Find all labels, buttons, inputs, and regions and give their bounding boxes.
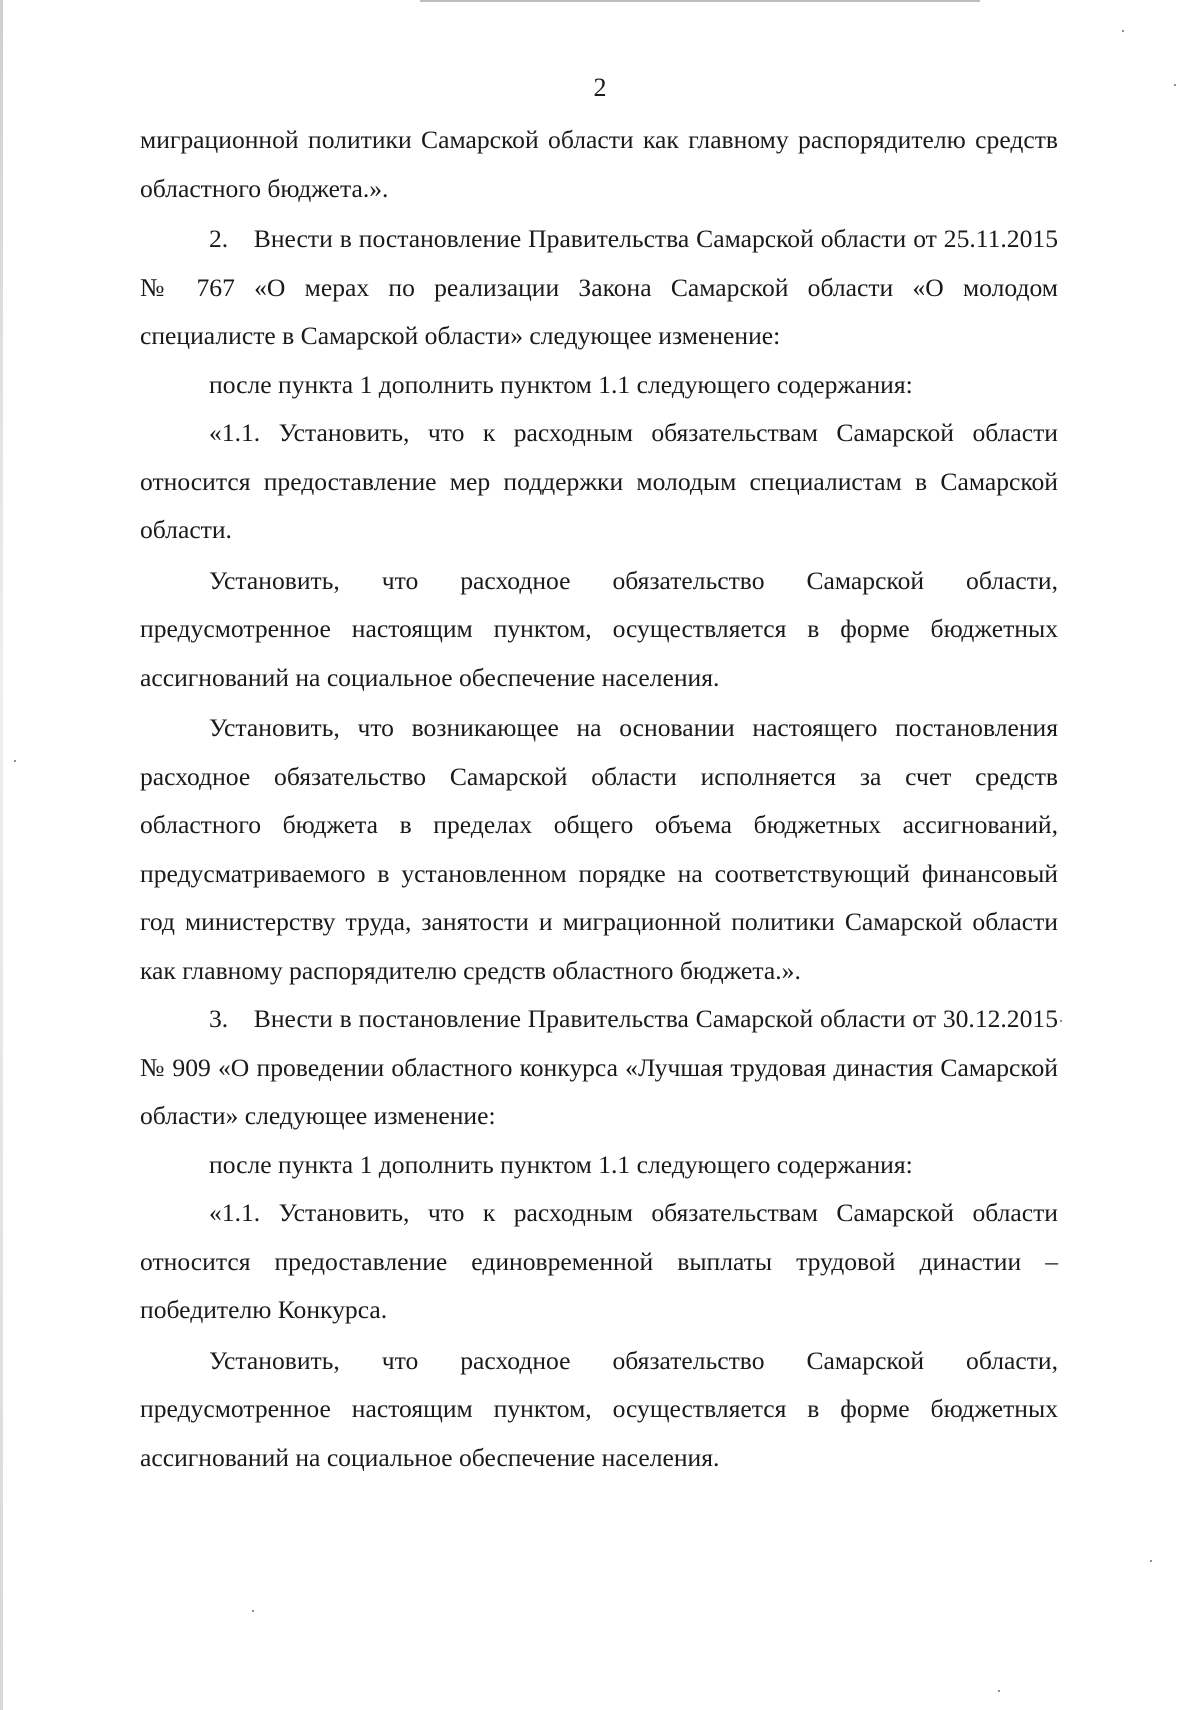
scan-speck xyxy=(1150,1560,1152,1562)
scan-speck xyxy=(14,760,16,762)
document-body xyxy=(140,116,1058,1482)
paragraph-item-3: 3. Внести в постановление Правительства Самарской области от 30.12.2015 № 909 «О проведении областного конкурса «Лучшая трудовая династия Самарской области» следующее изменение: xyxy=(140,1004,1058,1130)
paragraph-obligation-form-second: Установить, что расходное обязательство Самарской области, предусмотренное настоящим пунктом, осуществляется в форме бюджетных ассигнований на социальное обеспечение населения. xyxy=(140,1345,1058,1472)
scan-speck xyxy=(252,1610,254,1612)
scan-speck xyxy=(1060,1020,1062,1022)
paragraph-amendment-intro-2: после пункта 1 дополнить пунктом 1.1 следующего содержания: xyxy=(209,1149,913,1179)
page-number: 2 xyxy=(593,73,607,102)
paragraph-clause-1-1-second: «1.1. Установить, что к расходным обязательствам Самарской области относится предоставление единовременной выплаты трудовой династии – победителю Конкурса. xyxy=(140,1198,1058,1324)
scan-top-line xyxy=(420,0,980,2)
scan-speck xyxy=(1174,84,1176,86)
paragraph-obligation-funding: Установить, что возникающее на основании настоящего постановления расходное обязательство Самарской области исполняется за счет средств областного бюджета в пределах общего объема бюджетных ассигнований, предусматриваемого в установленном порядке на соответствующий финансовый год министерству труда, занятости и миграционной политики Самарской области как главному распорядителю средств областного бюджета.». xyxy=(140,713,1058,985)
scan-speck xyxy=(1122,30,1124,32)
paragraph-obligation-form: Установить, что расходное обязательство Самарской области, предусмотренное настоящим пунктом, осуществляется в форме бюджетных ассигнований на социальное обеспечение населения. xyxy=(140,565,1058,692)
scan-left-edge xyxy=(0,0,3,1710)
paragraph-item-2: 2. Внести в постановление Правительства Самарской области от 25.11.2015 № 767 «О мерах по реализации Закона Самарской области «О молодом специалисте в Самарской области» следующее изменение: xyxy=(140,224,1058,350)
scan-speck xyxy=(998,1690,1000,1692)
paragraph-amendment-intro: после пункта 1 дополнить пунктом 1.1 следующего содержания: xyxy=(209,369,913,399)
paragraph-clause-1-1: «1.1. Установить, что к расходным обязательствам Самарской области относится предоставление мер поддержки молодым специалистам в Самарской области. xyxy=(140,418,1058,544)
paragraph-continuation: миграционной политики Самарской области как главному распорядителю средств областного бюджета.». xyxy=(140,125,1058,203)
